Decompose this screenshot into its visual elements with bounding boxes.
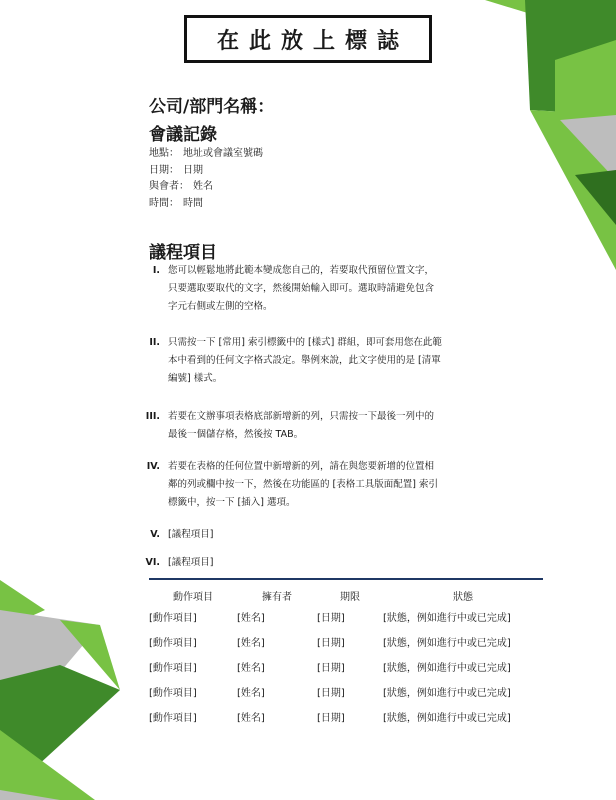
agenda-number: IV. — [146, 461, 160, 472]
agenda-line: 本中看到的任何文字格式設定。舉例來說，此文字使用的是 [清單 — [168, 355, 441, 366]
cell-owner: [姓名] — [237, 713, 265, 724]
meta-label: 日期： — [149, 164, 179, 176]
agenda-line: 只要選取要取代的文字，然後開始輸入即可。選取時請避免包含 — [168, 283, 435, 294]
agenda-item — [140, 334, 470, 408]
table-header — [149, 588, 543, 604]
logo-placeholder: 在此放上標誌 — [184, 15, 432, 63]
agenda-line: 只需按一下 [常用] 索引標籤中的 [樣式] 群組，即可套用您在此範 — [168, 337, 442, 348]
meta-label: 時間： — [149, 197, 179, 209]
meta-label: 地點： — [149, 148, 179, 159]
agenda-list — [140, 262, 470, 576]
cell-status: [狀態，例如進行中或已完成] — [383, 713, 511, 724]
cell-action: [動作項目] — [149, 638, 197, 649]
agenda-line: 若要在表格的任何位置中新增新的列，請在與您要新增的位置相 — [168, 461, 435, 472]
agenda-line: 若要在文辦事項表格底部新增新的列，只需按一下最後一列中的 — [168, 411, 435, 422]
cell-status: [狀態，例如進行中或已完成] — [383, 613, 511, 624]
agenda-line: 鄰的列或欄中按一下，然後在功能區的 [表格工具版面配置] 索引 — [168, 479, 438, 490]
meta-time — [149, 196, 263, 213]
meta-location — [149, 146, 263, 163]
company-name: 公司/部門名稱： — [149, 97, 275, 117]
agenda-number: VI. — [145, 557, 160, 568]
document-title: 會議記錄 — [149, 125, 217, 145]
agenda-number: I. — [152, 265, 160, 276]
agenda-line: 字元右側或左側的空格。 — [168, 301, 273, 312]
meta-attendees — [149, 179, 263, 196]
table-top-rule — [149, 578, 543, 580]
agenda-item — [140, 526, 470, 554]
header-action: 動作項目 — [173, 592, 213, 603]
agenda-line: 標籤中，按一下 [插入] 選項。 — [168, 497, 296, 508]
meeting-details — [149, 146, 263, 212]
header-status: 狀態 — [453, 592, 473, 603]
agenda-item — [140, 408, 470, 458]
meta-value: 日期 — [183, 164, 203, 176]
table-row — [149, 629, 543, 654]
cell-action: [動作項目] — [149, 688, 197, 699]
agenda-line: [議程項目] — [168, 529, 214, 540]
agenda-line: 最後一個儲存格，然後按 TAB。 — [168, 429, 304, 440]
header-owner: 擁有者 — [262, 592, 292, 603]
agenda-item — [140, 458, 470, 526]
table-row — [149, 679, 543, 704]
agenda-number: V. — [150, 529, 160, 540]
agenda-item — [140, 262, 470, 322]
agenda-item — [140, 554, 470, 576]
header-due: 期限 — [340, 592, 360, 603]
cell-owner: [姓名] — [237, 663, 265, 674]
cell-status: [狀態，例如進行中或已完成] — [383, 688, 511, 699]
cell-action: [動作項目] — [149, 613, 197, 624]
meta-date — [149, 163, 263, 180]
meta-value: 時間 — [183, 197, 203, 209]
cell-due: [日期] — [317, 688, 345, 699]
cell-action: [動作項目] — [149, 663, 197, 674]
agenda-heading: 議程項目 — [149, 243, 217, 263]
cell-owner: [姓名] — [237, 688, 265, 699]
meta-value: 地址或會議室號碼 — [183, 148, 263, 159]
cell-due: [日期] — [317, 663, 345, 674]
cell-due: [日期] — [317, 713, 345, 724]
agenda-number: III. — [145, 411, 160, 422]
table-row — [149, 704, 543, 729]
table-row — [149, 604, 543, 629]
meta-value: 姓名 — [193, 181, 213, 192]
agenda-number: II. — [149, 337, 160, 348]
cell-owner: [姓名] — [237, 613, 265, 624]
meta-label: 與會者： — [149, 181, 189, 192]
cell-status: [狀態，例如進行中或已完成] — [383, 638, 511, 649]
cell-due: [日期] — [317, 613, 345, 624]
agenda-line: 您可以輕鬆地將此範本變成您自己的，若要取代預留位置文字， — [168, 265, 435, 276]
action-items-table — [149, 578, 543, 729]
agenda-line: [議程項目] — [168, 557, 214, 568]
agenda-line: 編號] 樣式。 — [168, 373, 223, 384]
cell-action: [動作項目] — [149, 713, 197, 724]
cell-owner: [姓名] — [237, 638, 265, 649]
cell-due: [日期] — [317, 638, 345, 649]
cell-status: [狀態，例如進行中或已完成] — [383, 663, 511, 674]
table-row — [149, 654, 543, 679]
